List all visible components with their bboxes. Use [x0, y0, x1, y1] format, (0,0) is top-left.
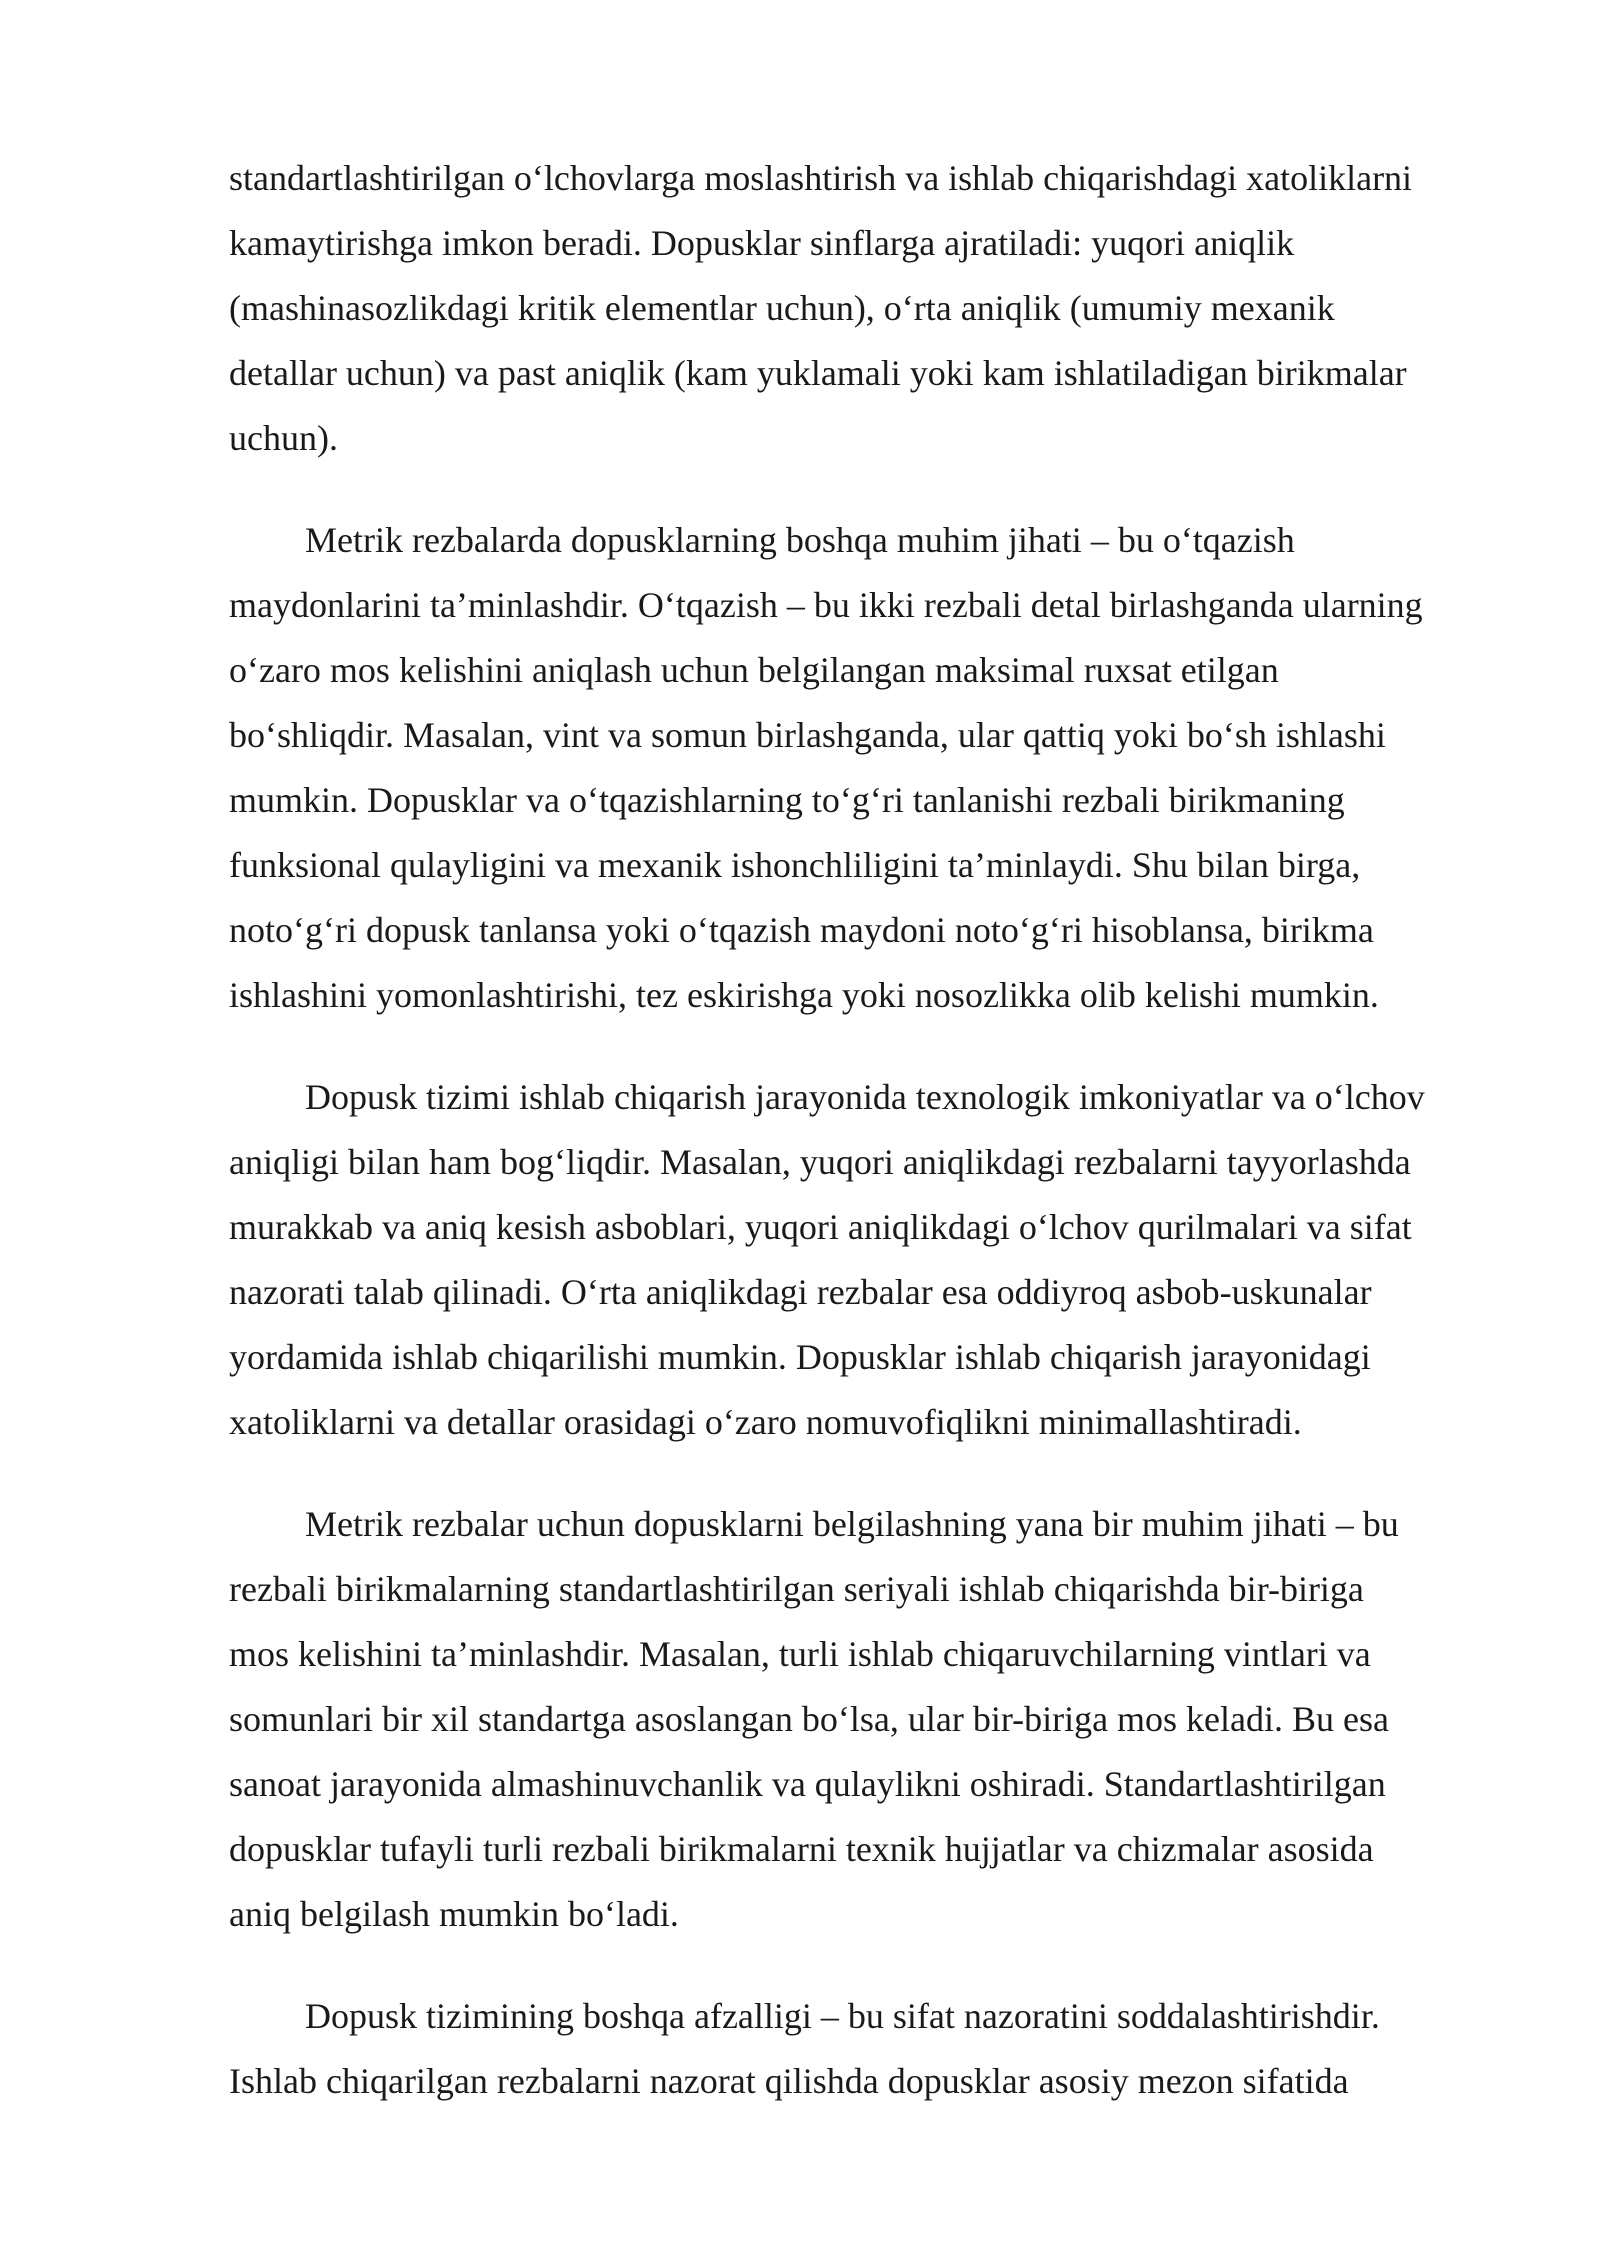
text-line: nazorati talab qilinadi. O‘rta aniqlikdagi rezbalar esa oddiyroq asbob-uskunalar [229, 1272, 1372, 1312]
text-line: standartlashtirilgan o‘lchovlarga moslashtirish va ishlab chiqarishdagi xatoliklarni [229, 158, 1413, 198]
text-line: aniq belgilash mumkin bo‘ladi. [229, 1894, 679, 1934]
text-line: xatoliklarni va detallar orasidagi o‘zaro nomuvofiqlikni minimallashtiradi. [229, 1402, 1302, 1442]
text-line: yordamida ishlab chiqarilishi mumkin. Dopusklar ishlab chiqarish jarayonidagi [229, 1337, 1371, 1377]
paragraph-2 [229, 508, 1484, 1028]
text-line: detallar uchun) va past aniqlik (kam yuklamali yoki kam ishlatiladigan birikmalar [229, 353, 1407, 393]
paragraph-5 [229, 1984, 1484, 2114]
text-line: murakkab va aniq kesish asboblari, yuqori aniqlikdagi o‘lchov qurilmalari va sifat [229, 1207, 1412, 1247]
text-line: mos kelishini ta’minlashdir. Masalan, turli ishlab chiqaruvchilarning vintlari va [229, 1634, 1371, 1674]
paragraph-3 [229, 1065, 1484, 1455]
text-line: (mashinasozlikdagi kritik elementlar uchun), o‘rta aniqlik (umumiy mexanik [229, 288, 1335, 328]
text-line: o‘zaro mos kelishini aniqlash uchun belgilangan maksimal ruxsat etilgan [229, 650, 1279, 690]
text-line: uchun). [229, 418, 338, 458]
text-line: Metrik rezbalar uchun dopusklarni belgilashning yana bir muhim jihati – bu [305, 1504, 1399, 1544]
text-line: mumkin. Dopusklar va o‘tqazishlarning to‘g‘ri tanlanishi rezbali birikmaning [229, 780, 1345, 820]
text-line: noto‘g‘ri dopusk tanlansa yoki o‘tqazish maydoni noto‘g‘ri hisoblansa, birikma [229, 910, 1374, 950]
text-line: sanoat jarayonida almashinuvchanlik va qulaylikni oshiradi. Standartlashtirilgan [229, 1764, 1386, 1804]
text-line: dopusklar tufayli turli rezbali birikmalarni texnik hujjatlar va chizmalar asosida [229, 1829, 1374, 1869]
text-line: Metrik rezbalarda dopusklarning boshqa muhim jihati – bu o‘tqazish [305, 520, 1295, 560]
paragraph-1 [229, 146, 1484, 471]
text-line: somunlari bir xil standartga asoslangan bo‘lsa, ular bir-biriga mos keladi. Bu esa [229, 1699, 1389, 1739]
text-line: ishlashini yomonlashtirishi, tez eskirishga yoki nosozlikka olib kelishi mumkin. [229, 975, 1379, 1015]
text-line: bo‘shliqdir. Masalan, vint va somun birlashganda, ular qattiq yoki bo‘sh ishlashi [229, 715, 1386, 755]
text-line: Dopusk tizimi ishlab chiqarish jarayonida texnologik imkoniyatlar va o‘lchov [305, 1077, 1425, 1117]
text-line: aniqligi bilan ham bog‘liqdir. Masalan, yuqori aniqlikdagi rezbalarni tayyorlashda [229, 1142, 1411, 1182]
text-line: Dopusk tizimining boshqa afzalligi – bu sifat nazoratini soddalashtirishdir. [305, 1996, 1380, 2036]
text-line: rezbali birikmalarning standartlashtirilgan seriyali ishlab chiqarishda bir-biriga [229, 1569, 1364, 1609]
text-line: Ishlab chiqarilgan rezbalarni nazorat qilishda dopusklar asosiy mezon sifatida [229, 2061, 1349, 2101]
text-line: maydonlarini ta’minlashdir. O‘tqazish – bu ikki rezbali detal birlashganda ularning [229, 585, 1423, 625]
document-body [229, 146, 1484, 2151]
paragraph-4 [229, 1492, 1484, 1947]
text-line: funksional qulayligini va mexanik ishonchliligini ta’minlaydi. Shu bilan birga, [229, 845, 1361, 885]
text-line: kamaytirishga imkon beradi. Dopusklar sinflarga ajratiladi: yuqori aniqlik [229, 223, 1295, 263]
